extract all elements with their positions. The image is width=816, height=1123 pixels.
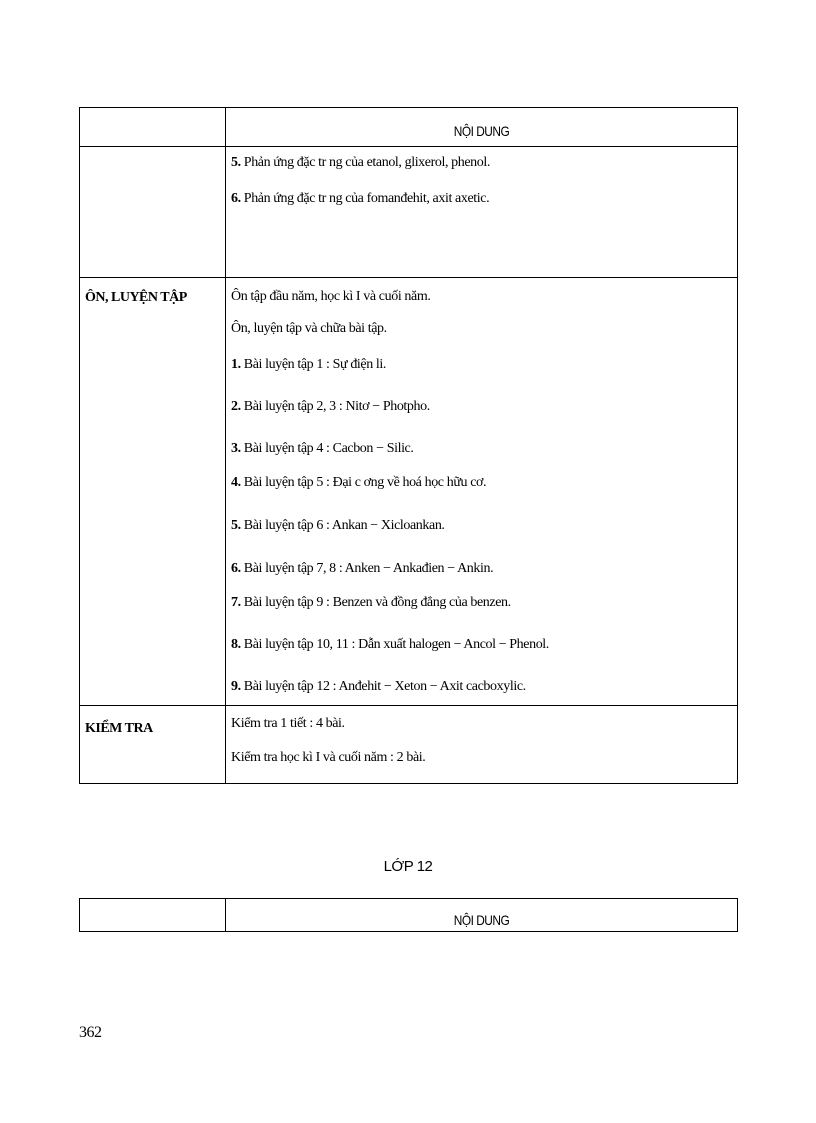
content-line: Kiểm tra học kì I và cuối năm : 2 bài.	[231, 750, 426, 765]
content-line: Kiểm tra 1 tiết : 4 bài.	[231, 716, 345, 731]
table-row-continued	[80, 146, 737, 277]
table-row-test	[80, 705, 737, 783]
content-line: 3. Bài luyện tập 4 : Cacbon − Silic.	[231, 441, 414, 456]
content-line: 8. Bài luyện tập 10, 11 : Dẫn xuất halogen − Ancol − Phenol.	[231, 637, 549, 652]
content-line: Ôn tập đầu năm, học kì I và cuối năm.	[231, 289, 431, 304]
content-line: Ôn, luyện tập và chữa bài tập.	[231, 321, 387, 336]
table-row-review	[80, 277, 737, 705]
content-line: 7. Bài luyện tập 9 : Benzen và đồng đẳng của benzen.	[231, 595, 511, 610]
content-table-grade-11	[79, 107, 738, 784]
content-line: 6. Phản ứng đặc tr ng của fomanđehit, axit axetic.	[231, 191, 490, 206]
table-header-row	[80, 108, 737, 146]
column-header-content: NỘI DUNG	[453, 123, 510, 139]
column-header-content: NỘI DUNG	[453, 912, 510, 928]
content-line: 4. Bài luyện tập 5 : Đại c ơng về hoá học hữu cơ.	[231, 475, 487, 490]
content-line: 5. Phản ứng đặc tr ng của etanol, glixerol, phenol.	[231, 155, 490, 170]
section-title: LỚP 12	[383, 858, 433, 875]
content-line: 2. Bài luyện tập 2, 3 : Nitơ − Photpho.	[231, 399, 430, 414]
content-line: 5. Bài luyện tập 6 : Ankan − Xicloankan.	[231, 518, 445, 533]
content-table-grade-12	[79, 898, 738, 932]
content-line: 9. Bài luyện tập 12 : Anđehit − Xeton − Axit cacboxylic.	[231, 679, 526, 694]
row-label-review: ÔN, LUYỆN TẬP	[85, 290, 187, 305]
table-header-row	[80, 899, 737, 931]
row-label-test: KIỂM TRA	[85, 721, 153, 736]
content-line: 1. Bài luyện tập 1 : Sự điện li.	[231, 357, 386, 372]
content-line: 6. Bài luyện tập 7, 8 : Anken − Ankađien − Ankin.	[231, 561, 494, 576]
page-number: 362	[79, 1024, 102, 1041]
